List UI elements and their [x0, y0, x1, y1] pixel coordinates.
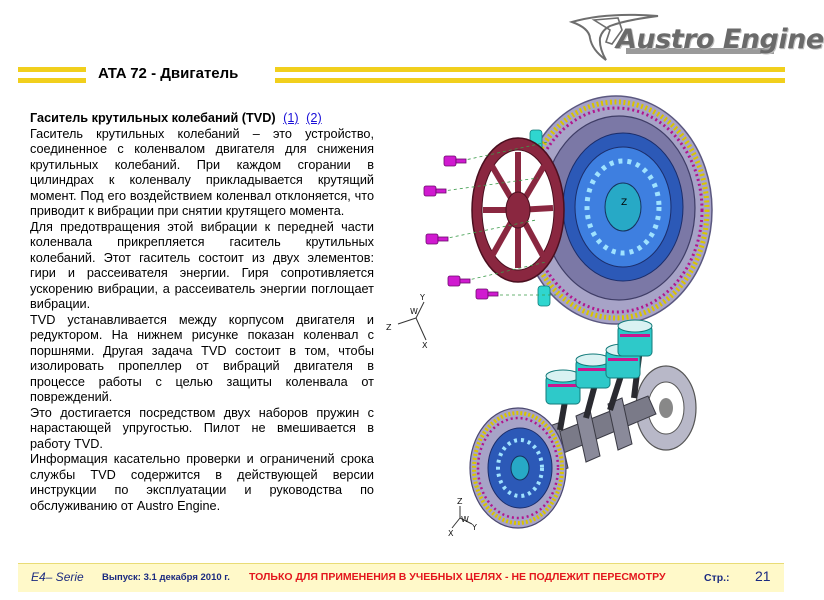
page-title: ATA 72 - Двигатель: [98, 65, 239, 82]
crankshaft-illustration: [448, 318, 708, 558]
reference-link-1[interactable]: (1): [283, 111, 299, 125]
page-number: 21: [755, 568, 771, 584]
axis-z-label: Z: [457, 497, 463, 506]
axis-y-label: Y: [472, 523, 477, 532]
axis-w-label: W: [410, 307, 418, 316]
paragraph: TVD устанавливается между корпусом двигателя и редуктором. На нижнем рисунке показан коленвал с поршнями. Другая задача TVD состоит в том, чтобы изолировать пропеллер от вибраций двигателя в процессе работы с целью защиты коленвала от повреждений.: [30, 312, 374, 404]
title-stripe-left: [18, 67, 86, 72]
title-stripe-right: [275, 67, 785, 72]
title-stripe-right-2: [275, 78, 785, 83]
axis-x-label: X: [448, 529, 454, 538]
footer-warning: ТОЛЬКО ДЛЯ ПРИМЕНЕНИЯ В УЧЕБНЫХ ЦЕЛЯХ - НЕ ПОДЛЕЖИТ ПЕРЕСМОТРУ: [249, 571, 666, 583]
axis-y-label: Y: [420, 293, 425, 302]
paragraph: Гаситель крутильных колебаний – это устройство, соединенное с коленвалом двигателя для снижения крутильных колебаний. При каждом сгорании в цилиндрах к коленвалу прикладывается крутящий момент. Под его воздействием коленвал отклоняется, что приводит к вибрации при снятии крутящего момента.: [30, 126, 374, 218]
footer: [18, 563, 784, 592]
section-heading: [30, 111, 374, 127]
paragraph: Это достигается посредством двух наборов пружин с нарастающей упругостью. Пилот не вмешивается в работу TVD.: [30, 405, 374, 451]
footer-issue-date: Выпуск: 3.1 декабря 2010 г.: [102, 572, 230, 583]
axis-triad-top: [386, 293, 428, 350]
title-stripe-left-2: [18, 78, 86, 83]
content-text: [30, 111, 374, 514]
front-damper: [470, 408, 566, 528]
damper-wheel: [472, 138, 564, 282]
footer-page-label: Стр.:: [704, 572, 730, 584]
section-heading-text: Гаситель крутильных колебаний (TVD): [30, 111, 276, 125]
paragraph: Для предотвращения этой вибрации к передней части коленвала прикрепляется гаситель крутильных колебаний. Этот гаситель состоит из двух элементов: гири и рассеивателя энергии. Гиря сопротивляется ускорению вибрации, а рассеиватель энергии поглощает вибрации.: [30, 219, 374, 311]
logo-text: Austro Engine: [616, 24, 824, 55]
footer-serie: E4– Serie: [31, 570, 84, 584]
axis-w-label: W: [461, 515, 469, 524]
hub-label: Z: [621, 198, 628, 208]
axis-triad-bottom: [448, 497, 477, 538]
axis-x-label: X: [422, 341, 428, 350]
paragraph: Информация касательно проверки и ограничений срока службы TVD содержится в действующей версии инструкции по эксплуатации и руководства по обслуживанию от Austro Engine.: [30, 452, 374, 513]
austro-engine-logo: [566, 8, 824, 64]
axis-z-label: Z: [386, 323, 392, 332]
reference-link-2[interactable]: (2): [306, 111, 322, 125]
